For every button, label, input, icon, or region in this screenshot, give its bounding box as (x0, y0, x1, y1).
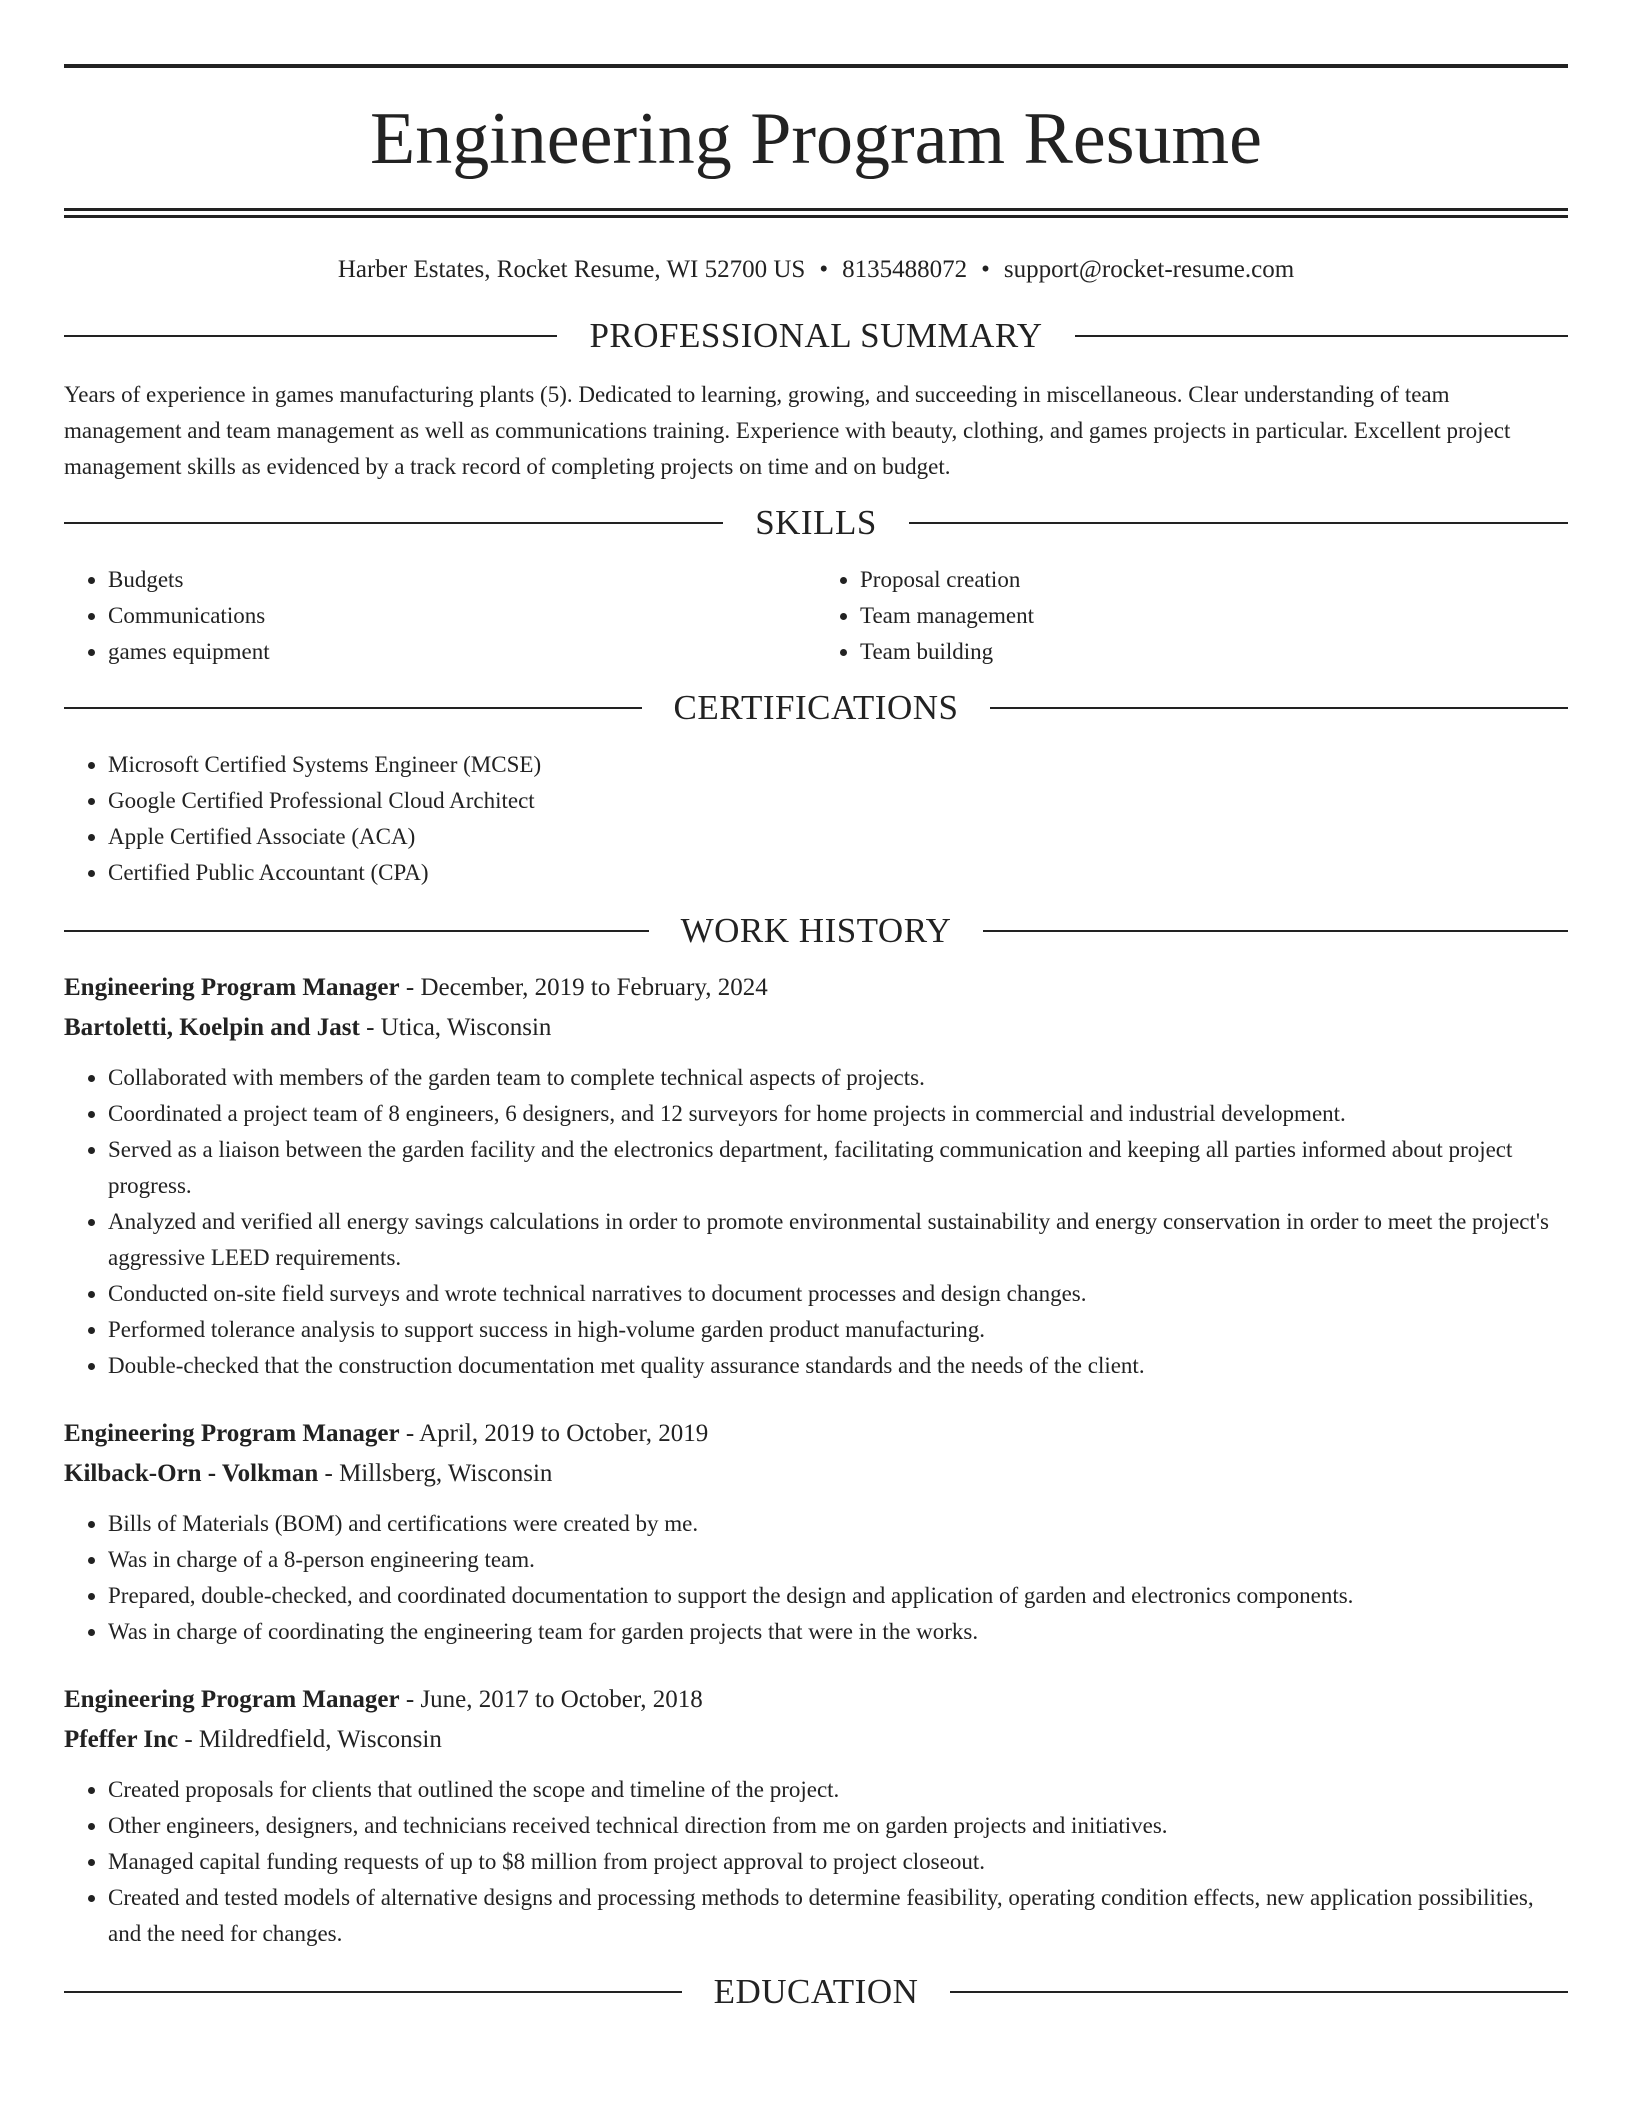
job-company-line: Pfeffer Inc - Mildredfield, Wisconsin (64, 1726, 442, 1753)
job-bullet: • Was in charge of a 8-person engineering team. (108, 1542, 1568, 1578)
resume-title: Engineering Program Resume (370, 98, 1262, 180)
job-company-line: Bartoletti, Koelpin and Jast - Utica, Wisconsin (64, 1014, 552, 1041)
job-bullets (64, 1506, 1568, 1650)
job-bullet: • Conducted on-site field surveys and wrote technical narratives to document processes and design changes. (108, 1276, 1568, 1312)
skill-item: • Budgets (108, 562, 816, 598)
job-bullet: • Performed tolerance analysis to support success in high-volume garden product manufacturing. (108, 1312, 1568, 1348)
certification-item: • Apple Certified Associate (ACA) (108, 819, 1568, 855)
certification-item: • Microsoft Certified Systems Engineer (MCSE) (108, 747, 1568, 783)
skills-list (64, 562, 1568, 670)
heading-rule (64, 335, 557, 337)
skills-column-right (816, 562, 1568, 670)
heading-rule (64, 522, 723, 524)
skill-item: • Communications (108, 598, 816, 634)
job-company: Kilback-Orn - Volkman (64, 1460, 319, 1487)
heading-rule (909, 522, 1568, 524)
job-bullet: • Collaborated with members of the garden team to complete technical aspects of projects. (108, 1060, 1568, 1096)
job-company: Pfeffer Inc (64, 1726, 179, 1753)
job-title: Engineering Program Manager (64, 974, 400, 1001)
heading-rule (983, 930, 1568, 932)
section-title: WORK HISTORY (680, 911, 952, 950)
contact-phone: 8135488072 (842, 256, 968, 283)
job-bullet: • Prepared, double-checked, and coordinated documentation to support the design and application of garden and electronics components. (108, 1578, 1568, 1614)
job-title: Engineering Program Manager (64, 1420, 400, 1447)
job-location: Millsberg, Wisconsin (339, 1460, 553, 1487)
job-company: Bartoletti, Koelpin and Jast (64, 1014, 360, 1041)
job-bullet: • Bills of Materials (BOM) and certifications were created by me. (108, 1506, 1568, 1542)
section-title: PROFESSIONAL SUMMARY (589, 316, 1043, 355)
top-rule (64, 64, 1568, 68)
section-title: EDUCATION (713, 1972, 919, 2011)
job-entry (64, 968, 1568, 1384)
skill-item: • Team management (860, 598, 1568, 634)
heading-rule (64, 1991, 682, 1993)
skill-item: • games equipment (108, 634, 816, 670)
job-bullet: • Managed capital funding requests of up to $8 million from project approval to project closeout. (108, 1844, 1568, 1880)
skills-column-left (64, 562, 816, 670)
summary-text: Years of experience in games manufacturing plants (5). Dedicated to learning, growing, and succeeding in miscellaneous. Clear understanding of team management and team management as well as communications training. Experience with beauty, clothing, and games projects in particular. Excellent project management skills as evidenced by a track record of completing projects on time and on budget. (64, 382, 1511, 479)
job-location: Utica, Wisconsin (380, 1014, 552, 1041)
job-location: Mildredfield, Wisconsin (198, 1726, 442, 1753)
section-title: CERTIFICATIONS (673, 688, 959, 727)
contact-separator: • (819, 256, 829, 283)
job-bullet: • Created proposals for clients that outlined the scope and timeline of the project. (108, 1772, 1568, 1808)
job-bullet: • Coordinated a project team of 8 engineers, 6 designers, and 12 surveyors for home projects in commercial and industrial development. (108, 1096, 1568, 1132)
section-education-heading (64, 1974, 1568, 2009)
section-summary-heading (64, 318, 1568, 353)
job-bullet: • Analyzed and verified all energy savings calculations in order to promote environmental sustainability and energy conservation in order to meet the project's aggressive LEED requirements. (108, 1204, 1568, 1276)
contact-address: Harber Estates, Rocket Resume, WI 52700 US (337, 256, 806, 283)
section-skills-heading (64, 505, 1568, 540)
job-bullet: • Other engineers, designers, and technicians received technical direction from me on garden projects and initiatives. (108, 1808, 1568, 1844)
heading-rule (990, 707, 1568, 709)
certification-item: • Google Certified Professional Cloud Architect (108, 783, 1568, 819)
job-entry (64, 1414, 1568, 1650)
certification-item: • Certified Public Accountant (CPA) (108, 855, 1568, 891)
title-double-rule (64, 208, 1568, 218)
section-certifications-heading (64, 690, 1568, 725)
job-dates: April, 2019 to October, 2019 (419, 1420, 709, 1447)
job-title: Engineering Program Manager (64, 1686, 400, 1713)
job-title-line: Engineering Program Manager - June, 2017 to October, 2018 (64, 1686, 703, 1713)
contact-email: support@rocket-resume.com (1003, 256, 1295, 283)
section-work-heading (64, 913, 1568, 948)
heading-rule (1075, 335, 1568, 337)
job-bullet: • Was in charge of coordinating the engineering team for garden projects that were in the works. (108, 1614, 1568, 1650)
contact-separator: • (981, 256, 990, 283)
job-bullet: • Served as a liaison between the garden facility and the electronics department, facilitating communication and keeping all parties informed about project progress. (108, 1132, 1568, 1204)
skill-item: • Proposal creation (860, 562, 1568, 598)
heading-rule (64, 707, 642, 709)
heading-rule (64, 930, 649, 932)
job-entry (64, 1680, 1568, 1952)
job-dates: December, 2019 to February, 2024 (420, 974, 768, 1001)
job-dates: June, 2017 to October, 2018 (420, 1686, 703, 1713)
contact-line (64, 256, 1568, 284)
section-title: SKILLS (755, 503, 877, 542)
job-bullet: • Created and tested models of alternative designs and processing methods to determine feasibility, operating condition effects, new application possibilities, and the need for changes. (108, 1880, 1568, 1952)
job-title-line: Engineering Program Manager - December, 2019 to February, 2024 (64, 974, 768, 1001)
heading-rule (950, 1991, 1568, 1993)
job-bullets (64, 1060, 1568, 1384)
job-company-line: Kilback-Orn - Volkman - Millsberg, Wisconsin (64, 1460, 553, 1487)
job-bullets (64, 1772, 1568, 1952)
job-bullet: • Double-checked that the construction documentation met quality assurance standards and the needs of the client. (108, 1348, 1568, 1384)
job-title-line: Engineering Program Manager - April, 2019 to October, 2019 (64, 1420, 709, 1447)
skill-item: • Team building (860, 634, 1568, 670)
certifications-list (64, 747, 1568, 891)
